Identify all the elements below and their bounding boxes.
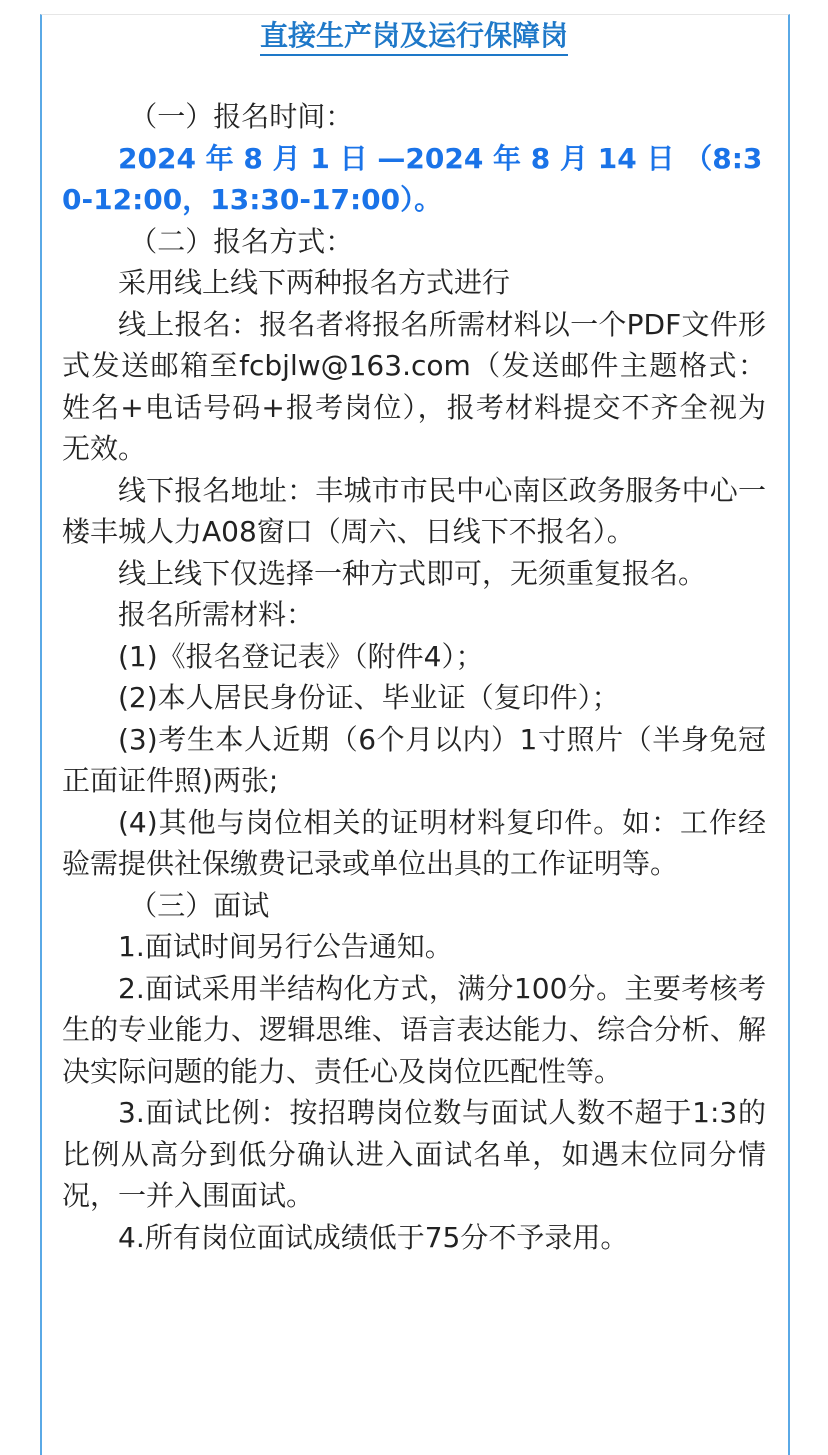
list-item: (3)考生本人近期（6个月以内）1寸照片（半身免冠正面证件照)两张; [62, 722, 766, 797]
subsection-title-registration-method: （二）报名方式： [129, 224, 354, 258]
paragraph-materials-title: 报名所需材料： [118, 598, 315, 631]
list-item: 1.面试时间另行公告通知。 [118, 930, 453, 963]
paragraph: 线上线下仅选择一种方式即可，无须重复报名。 [118, 556, 707, 590]
list-item: (4)其他与岗位相关的证明材料复印件。如：工作经验需提供社保缴费记录或单位出具的工作证明等。 [62, 805, 766, 880]
paragraph-online-registration: 线上报名：报名者将报名所需材料以一个PDF文件形式发送邮箱至fcbjlw@163.com（发送邮件主题格式：姓名+电话号码+报考岗位），报考材料提交不齐全视为无效。 [62, 307, 766, 465]
subsection-title-registration-time: （一）报名时间： [129, 100, 354, 133]
paragraph: 采用线上线下两种报名方式进行 [118, 266, 511, 299]
list-item: 2.面试采用半结构化方式，满分100分。主要考核考生的专业能力、逻辑思维、语言表达能力、综合分析、解决实际问题的能力、责任心及岗位匹配性等。 [62, 971, 766, 1088]
article-body [62, 96, 766, 1258]
subsection-title-interview: （三）面试 [129, 888, 270, 922]
section-heading [0, 16, 828, 56]
list-item: 3.面试比例：按招聘岗位数与面试人数不超于1:3的比例从高分到低分确认进入面试名单，如遇末位同分情况，一并入围面试。 [62, 1096, 766, 1212]
list-item: (2)本人居民身份证、毕业证（复印件）； [118, 681, 620, 714]
list-item: (1)《报名登记表》（附件4）； [118, 639, 484, 673]
list-item: 4.所有岗位面试成绩低于75分不予录用。 [118, 1220, 629, 1254]
section-heading-text: 直接生产岗及运行保障岗 [260, 19, 568, 56]
registration-time-range: 2024 年 8 月 1 日 —2024 年 8 月 14 日 （8:30-12:00，13:30-17:00）。 [62, 141, 763, 216]
paragraph-offline-registration: 线下报名地址：丰城市市民中心南区政务服务中心一楼丰城人力A08窗口（周六、日线下不报名）。 [62, 473, 766, 548]
